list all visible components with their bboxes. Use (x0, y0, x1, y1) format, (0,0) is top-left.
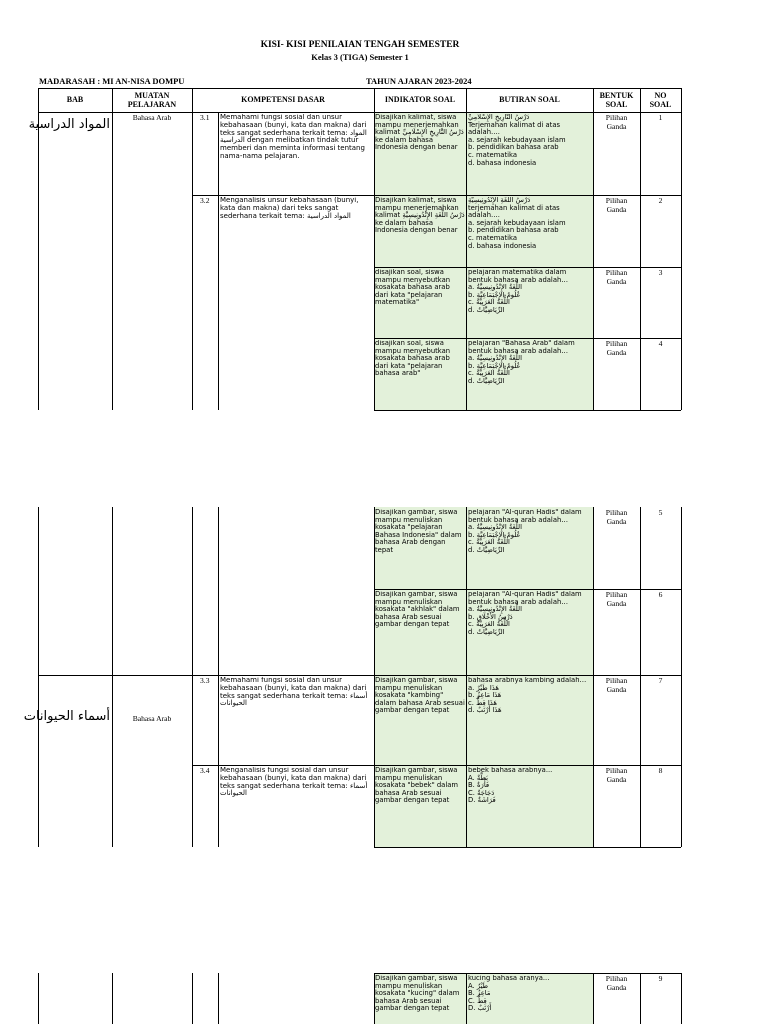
col-header-bab: BAB (66, 95, 84, 105)
kd-text: Menganalisis unsur kebahasaan (bunyi, kata dan makna) dari teks sangat sederhana terkait tema: المواد الدراسية (220, 197, 359, 220)
no-soal: 2 (658, 197, 663, 205)
indikator-soal: Disajikan gambar, siswa mampu menuliskan kosakata "akhlak" dalam bahasa Arab sesuai gambar dengan tepat (375, 591, 460, 629)
subject-cell-2: Bahasa Arab (132, 715, 172, 723)
col-header-kompetensi: KOMPETENSI DASAR (241, 95, 325, 105)
indikator-soal: Disajikan gambar, siswa mampu menuliskan kosakata "kucing" dalam bahasa Arab sesuai gambar dengan tepat (375, 975, 460, 1013)
kd-text: Memahami fungsi sosial dan unsur kebahasaan (bunyi, kata dan makna) dari teks sangat sederhana terkait tema: أسماء الحيوانات (220, 677, 368, 708)
col-header-muatan: MUATAN PELAJARAN (127, 91, 177, 109)
butiran-soal: دَرْسُ التَّارِيخِ الإِسْلَامِيِّ Terjemahan kalimat di atas adalah…. a. sejarah kebudayaan islam b. pendidikan bahasa arab c. matematika d. bahasa indonesia (468, 114, 566, 167)
page-title: KISI- KISI PENILAIAN TENGAH SEMESTER (260, 40, 460, 50)
bentuk-soal: Pilihan Ganda (605, 677, 628, 694)
kd-text: Memahami fungsi sosial dan unsur kebahasaan (bunyi, kata dan makna) dari teks sangat sederhana terkait tema: المواد الدراسية dengan melibatkan tindak tutur memberi dan meminta informasi tentang nama-nama pelajaran. (220, 114, 367, 161)
kd-text: Menganalisis fungsi sosial dan unsur kebahasaan (bunyi, kata dan makna) dari teks sangat sederhana terkait tema: أسماء الحيوانات (220, 767, 368, 798)
chapter-title-2: أسماء الحيوانات (23, 709, 110, 724)
no-soal: 7 (658, 677, 663, 685)
academic-year: TAHUN AJARAN 2023-2024 (366, 76, 472, 86)
butiran-soal: pelajaran matematika dalam bentuk bahasa arab adalah… a. اللُّغَةُ الإِنْدُونِيسِيَّةُ b. عُلُومُ الإِجْتِمَاعِيَّةِ c. اللُّغَةُ العَرَبِيَّةُ d. الرِّيَاضِيَّاتُ (468, 269, 569, 315)
no-soal: 9 (658, 975, 663, 983)
col-header-bentuk: BENTUK SOAL (599, 91, 634, 109)
bentuk-soal: Pilihan Ganda (605, 269, 628, 286)
bentuk-soal: Pilihan Ganda (605, 767, 628, 784)
no-soal: 4 (658, 340, 663, 348)
indikator-soal: Disajikan kalimat, siswa mampu menerjemahkan kalimat دَرْسُ التَّارِيخِ الإِسْلَامِيِّ ke dalam bahasa Indonesia dengan benar (375, 114, 464, 152)
butiran-soal: دَرْسُ اللُّغَةِ الإِنْدُونِيسِيَّةِ terjemahan kalimat di atas adalah…. a. sejarah kebudayaan islam b. pendidikan bahasa arab c. matematika d. bahasa indonesia (468, 197, 566, 250)
indikator-soal: disajikan soal, siswa mampu menyebutkan kosakata bahasa arab dari kata "pelajaran matematika" (375, 269, 451, 307)
kd-number: 3.2 (200, 197, 210, 205)
indikator-soal: Disajikan gambar, siswa mampu menuliskan kosakata "bebek" dalam bahasa Arab sesuai gambar dengan tepat (375, 767, 459, 805)
bentuk-soal: Pilihan Ganda (605, 975, 628, 992)
indikator-soal: Disajikan gambar, siswa mampu menuliskan kosakata "kambing" dalam bahasa Arab sesuai gambar dengan tepat (375, 677, 465, 715)
kd-number: 3.4 (200, 767, 210, 775)
chapter-title-1: المواد الدراسية (28, 117, 110, 132)
bentuk-soal: Pilihan Ganda (605, 509, 628, 526)
kd-number: 3.3 (200, 677, 210, 685)
no-soal: 5 (658, 509, 663, 517)
col-header-butiran: BUTIRAN SOAL (499, 95, 560, 105)
butiran-soal: pelajaran "Al-quran Hadis" dalam bentuk bahasa arab adalah… a. اللُّغَةُ الإِنْدُونِيسِيَّةُ b. دَرْسُ الأَخْلَاقِ c. اللُّغَةُ العَرَبِيَّةُ d. الرِّيَاضِيَّاتُ (468, 591, 582, 637)
indikator-soal: disajikan soal, siswa mampu menyebutkan kosakata bahasa arab dari kata "pelajaran bahasa arab" (375, 340, 451, 378)
no-soal: 6 (658, 591, 663, 599)
bentuk-soal: Pilihan Ganda (605, 591, 628, 608)
butiran-soal: kucing bahasa aranya... A. طَيْرٌ B. مَاعِزٌ C. قِطٌّ D. أَرْنَبٌ (468, 975, 550, 1013)
no-soal: 3 (658, 269, 663, 277)
butiran-soal: bebek bahasa arabnya... A. بَطَّةٌ B. فَأْرَةٌ C. دَجَاجَةٌ D. فَرَاشَةٌ (468, 767, 553, 805)
col-header-indikator: INDIKATOR SOAL (384, 95, 456, 105)
bentuk-soal: Pilihan Ganda (605, 114, 628, 131)
subject-cell-1: Bahasa Arab (132, 114, 172, 122)
page-subtitle: Kelas 3 (TIGA) Semester 1 (311, 52, 409, 62)
butiran-soal: pelajaran "Al-quran Hadis" dalam bentuk bahasa arab adalah… a. اللُّغَةُ الإِنْدُونِيسِيَّةُ b. عُلُومُ الإِجْتِمَاعِيَّةِ c. اللُّغَةُ العَرَبِيَّةُ d. الرِّيَاضِيَّاتُ (468, 509, 582, 555)
bentuk-soal: Pilihan Ganda (605, 340, 628, 357)
col-header-no: NO SOAL (649, 91, 672, 109)
butiran-soal: bahasa arabnya kambing adalah… a. هَذَا طَيْرٌ b. هَذَا مَاعِزٌ c. هَذَا قِطٌّ d. هَذَا أَرْنَبٌ (468, 677, 587, 715)
no-soal: 1 (658, 114, 663, 122)
no-soal: 8 (658, 767, 663, 775)
bentuk-soal: Pilihan Ganda (605, 197, 628, 214)
kd-number: 3.1 (200, 114, 210, 122)
school-name: MADARASAH : MI AN-NISA DOMPU (39, 76, 185, 86)
indikator-soal: Disajikan gambar, siswa mampu menuliskan kosakata "pelajaran Bahasa Indonesia" dalam bahasa Arab dengan tepat (375, 509, 462, 555)
indikator-soal: Disajikan kalimat, siswa mampu menerjemahkan kalimat دَرْسُ اللُّغَةِ الإِنْدُونِيسِيَّةِ ke dalam bahasa Indonesia dengan benar (375, 197, 465, 235)
butiran-soal: pelajaran "Bahasa Arab" dalam bentuk bahasa arab adalah… a. اللُّغَةُ الإِنْدُونِيسِيَّةُ b. عُلُومُ الإِجْتِمَاعِيَّةِ c. اللُّغَةُ العَرَبِيَّةُ d. الرِّيَاضِيَّاتُ (468, 340, 575, 386)
